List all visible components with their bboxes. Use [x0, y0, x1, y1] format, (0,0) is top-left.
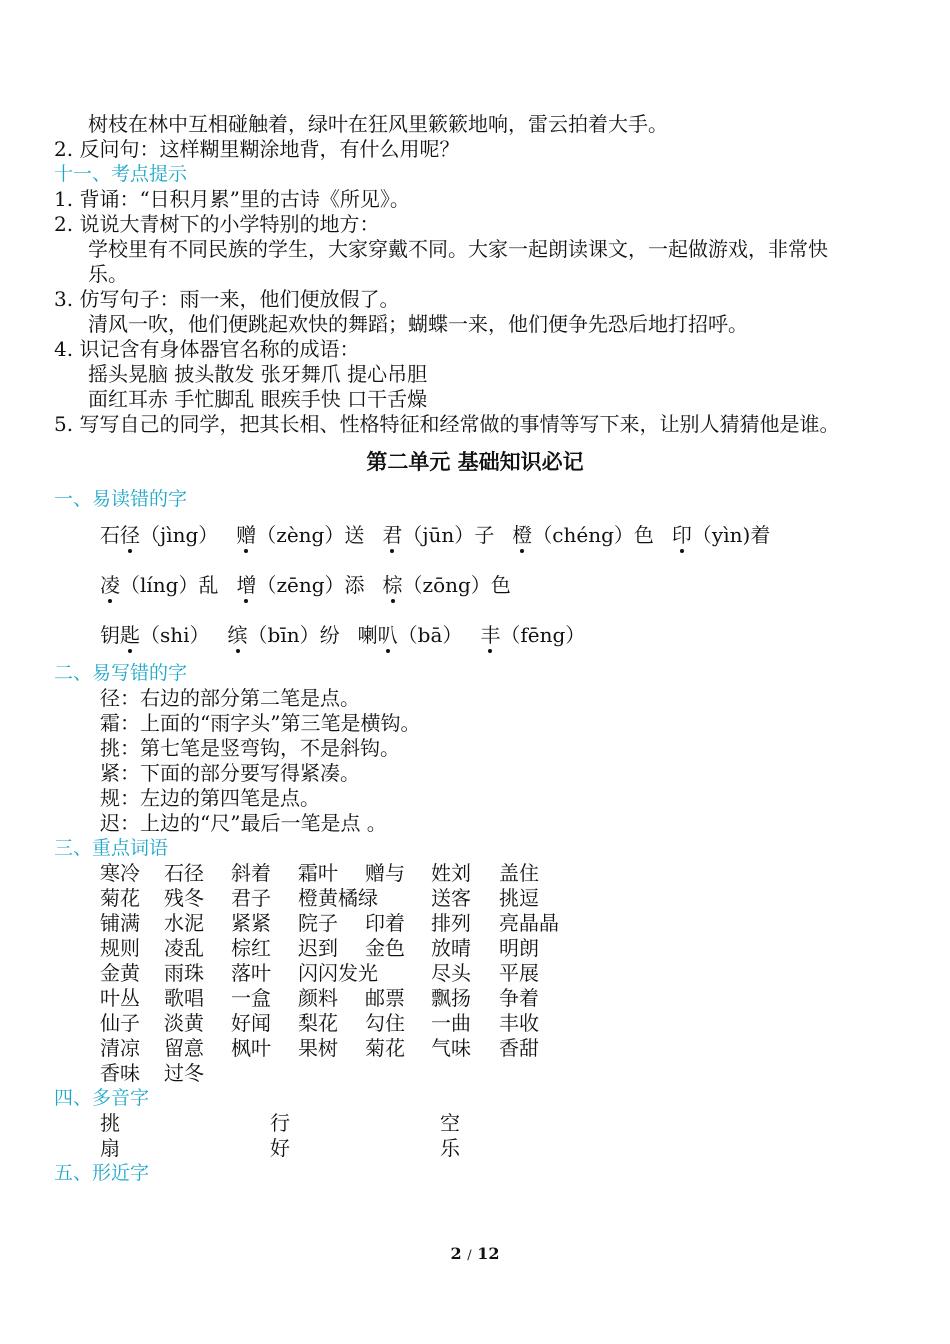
word-cell: 亮晶晶 [499, 911, 559, 935]
word-cell: 尽头 [431, 961, 471, 985]
list-item: 霜：上面的“雨字头”第三笔是横钩。 [100, 711, 421, 735]
word-cell: 紧紧 [231, 911, 271, 935]
pinyin-reading: （bā） [397, 623, 463, 647]
pinyin-item [236, 573, 364, 597]
pinyin-item [358, 623, 463, 647]
section-heading: 四、多音字 [54, 1087, 150, 1109]
section-heading: 二、易写错的字 [54, 662, 188, 684]
section-heading: 三、重点词语 [54, 837, 169, 859]
pinyin-reading: （fēng） [500, 623, 586, 647]
pinyin-char: 橙 [512, 523, 533, 547]
page-total: 12 [477, 1244, 500, 1263]
pinyin-suffix: 子 [474, 523, 495, 547]
word-cell: 闪闪发光 [298, 961, 378, 985]
polyphone-char: 挑 [100, 1111, 120, 1135]
pinyin-char: 叭 [377, 623, 398, 647]
list-item: 紧：下面的部分要写得紧凑。 [100, 761, 360, 785]
text-line: 1. 背诵：“日积月累”里的古诗《所见》。 [54, 187, 410, 211]
pinyin-char: 凌 [100, 573, 120, 597]
pinyin-item [512, 523, 654, 547]
pinyin-char: 丰 [480, 623, 501, 647]
page-number [0, 1243, 950, 1267]
text-line: 2. 说说大青树下的小学特别的地方： [54, 212, 380, 236]
pinyin-item [100, 573, 218, 597]
word-cell: 送客 [431, 886, 471, 910]
word-cell: 叶丛 [100, 986, 140, 1010]
word-cell: 排列 [431, 911, 471, 935]
text-line: 清风一吹，他们便跳起欢快的舞蹈；蝴蝶一来，他们便争先恐后地打招呼。 [88, 312, 748, 336]
pinyin-item [382, 523, 494, 547]
list-item: 挑：第七笔是竖弯钩，不是斜钩。 [100, 736, 400, 760]
word-cell: 铺满 [100, 911, 140, 935]
word-cell: 金色 [365, 936, 405, 960]
pinyin-reading: （shi） [140, 623, 210, 647]
word-cell: 颜料 [298, 986, 338, 1010]
text-line: 3. 仿写句子：雨一来，他们便放假了。 [54, 287, 400, 311]
polyphone-char: 好 [270, 1136, 290, 1160]
pinyin-suffix: 添 [344, 573, 365, 597]
polyphone-char: 空 [440, 1111, 460, 1135]
word-cell: 好闻 [231, 1011, 271, 1035]
pinyin-char: 君 [382, 523, 403, 547]
polyphone-char: 扇 [100, 1136, 120, 1160]
text-line: 学校里有不同民族的学生，大家穿戴不同。大家一起朗读课文，一起做游戏，非常快 [88, 237, 828, 261]
pinyin-suffix: 纷 [319, 623, 340, 647]
word-cell: 寒冷 [100, 861, 140, 885]
pinyin-item [100, 623, 210, 647]
word-cell: 香味 [100, 1061, 140, 1085]
pinyin-reading: （yìn) [691, 523, 751, 547]
text-line: 2. 反问句：这样糊里糊涂地背，有什么用呢？ [54, 137, 460, 161]
word-cell: 明朗 [499, 936, 539, 960]
pinyin-suffix: 送 [344, 523, 365, 547]
word-cell: 院子 [298, 911, 338, 935]
pinyin-reading: （zèng） [256, 523, 345, 547]
word-cell: 清凉 [100, 1036, 140, 1060]
pinyin-reading: （jìng） [140, 523, 219, 547]
text-line: 乐。 [88, 262, 128, 286]
word-cell: 一盒 [231, 986, 271, 1010]
section-heading: 一、易读错的字 [54, 488, 188, 510]
word-cell: 赠与 [365, 861, 405, 885]
pinyin-char: 缤 [227, 623, 248, 647]
pinyin-char: 匙 [120, 623, 140, 647]
word-cell: 雨珠 [164, 961, 204, 985]
word-cell: 橙黄橘绿 [298, 886, 378, 910]
text-line: 4. 识记含有身体器官名称的成语： [54, 337, 360, 361]
word-cell: 勾住 [365, 1011, 405, 1035]
word-cell: 君子 [231, 886, 271, 910]
word-cell: 仙子 [100, 1011, 140, 1035]
pinyin-reading: （bīn） [247, 623, 320, 647]
list-item: 规：左边的第四笔是点。 [100, 786, 320, 810]
page-separator: / [467, 1248, 472, 1263]
polyphone-char: 乐 [440, 1136, 460, 1160]
pinyin-prefix: 石 [100, 523, 120, 547]
word-cell: 果树 [298, 1036, 338, 1060]
word-cell: 枫叶 [231, 1036, 271, 1060]
pinyin-char: 印 [671, 523, 692, 547]
word-cell: 丰收 [499, 1011, 539, 1035]
pinyin-item [672, 523, 770, 547]
pinyin-char: 径 [120, 523, 140, 547]
word-cell: 放晴 [431, 936, 471, 960]
word-cell: 淡黄 [164, 1011, 204, 1035]
word-cell: 印着 [365, 911, 405, 935]
word-cell: 歌唱 [164, 986, 204, 1010]
word-cell: 霜叶 [298, 861, 338, 885]
word-cell: 平展 [499, 961, 539, 985]
word-cell: 姓刘 [431, 861, 471, 885]
pinyin-reading: （jūn） [402, 523, 475, 547]
pinyin-item [480, 623, 585, 647]
pinyin-row [100, 520, 770, 550]
pinyin-row [100, 620, 585, 650]
word-cell: 过冬 [164, 1061, 204, 1085]
word-cell: 规则 [100, 936, 140, 960]
word-cell: 留意 [164, 1036, 204, 1060]
word-cell: 飘扬 [431, 986, 471, 1010]
word-cell: 斜着 [231, 861, 271, 885]
text-line: 摇头晃脑 披头散发 张牙舞爪 提心吊胆 [88, 362, 428, 386]
word-cell: 石径 [164, 861, 204, 885]
word-cell: 金黄 [100, 961, 140, 985]
word-cell: 争着 [499, 986, 539, 1010]
pinyin-char: 赠 [236, 523, 257, 547]
pinyin-reading: （líng） [120, 573, 199, 597]
text-line: 树枝在林中互相碰触着，绿叶在狂风里簌簌地响，雷云拍着大手。 [88, 112, 668, 136]
pinyin-reading: （zōng） [402, 573, 491, 597]
pinyin-suffix: 色 [490, 573, 511, 597]
list-item: 迟：上边的“尺”最后一笔是点 。 [100, 811, 387, 835]
word-cell: 香甜 [499, 1036, 539, 1060]
pinyin-item [236, 523, 364, 547]
pinyin-suffix: 乱 [198, 573, 219, 597]
pinyin-row [100, 570, 511, 600]
pinyin-prefix: 喇 [357, 623, 378, 647]
pinyin-reading: （chéng） [532, 523, 634, 547]
word-cell: 残冬 [164, 886, 204, 910]
pinyin-reading: （zēng） [256, 573, 345, 597]
text-line: 5. 写写自己的同学，把其长相、性格特征和经常做的事情等写下来，让别人猜猜他是谁。 [54, 412, 840, 436]
word-cell: 气味 [431, 1036, 471, 1060]
word-cell: 挑逗 [499, 886, 539, 910]
word-cell: 凌乱 [164, 936, 204, 960]
word-cell: 落叶 [231, 961, 271, 985]
section-heading: 五、形近字 [54, 1162, 150, 1184]
polyphone-char: 行 [270, 1111, 290, 1135]
unit-title: 第二单元 基础知识必记 [366, 450, 584, 474]
list-item: 径：右边的部分第二笔是点。 [100, 686, 360, 710]
word-cell: 盖住 [499, 861, 539, 885]
pinyin-suffix: 色 [633, 523, 654, 547]
word-cell: 一曲 [431, 1011, 471, 1035]
pinyin-item [228, 623, 340, 647]
pinyin-char: 棕 [382, 573, 403, 597]
pinyin-item [383, 573, 511, 597]
pinyin-suffix: 着 [750, 523, 771, 547]
word-cell: 邮票 [365, 986, 405, 1010]
word-cell: 水泥 [164, 911, 204, 935]
text-line: 面红耳赤 手忙脚乱 眼疾手快 口干舌燥 [88, 387, 428, 411]
pinyin-char: 增 [236, 573, 257, 597]
word-cell: 菊花 [100, 886, 140, 910]
pinyin-prefix: 钥 [100, 623, 120, 647]
pinyin-item [100, 523, 218, 547]
word-cell: 迟到 [298, 936, 338, 960]
section-heading: 十一、考点提示 [54, 163, 188, 185]
word-cell: 棕红 [231, 936, 271, 960]
page-current: 2 [450, 1244, 462, 1263]
word-cell: 菊花 [365, 1036, 405, 1060]
word-cell: 梨花 [298, 1011, 338, 1035]
